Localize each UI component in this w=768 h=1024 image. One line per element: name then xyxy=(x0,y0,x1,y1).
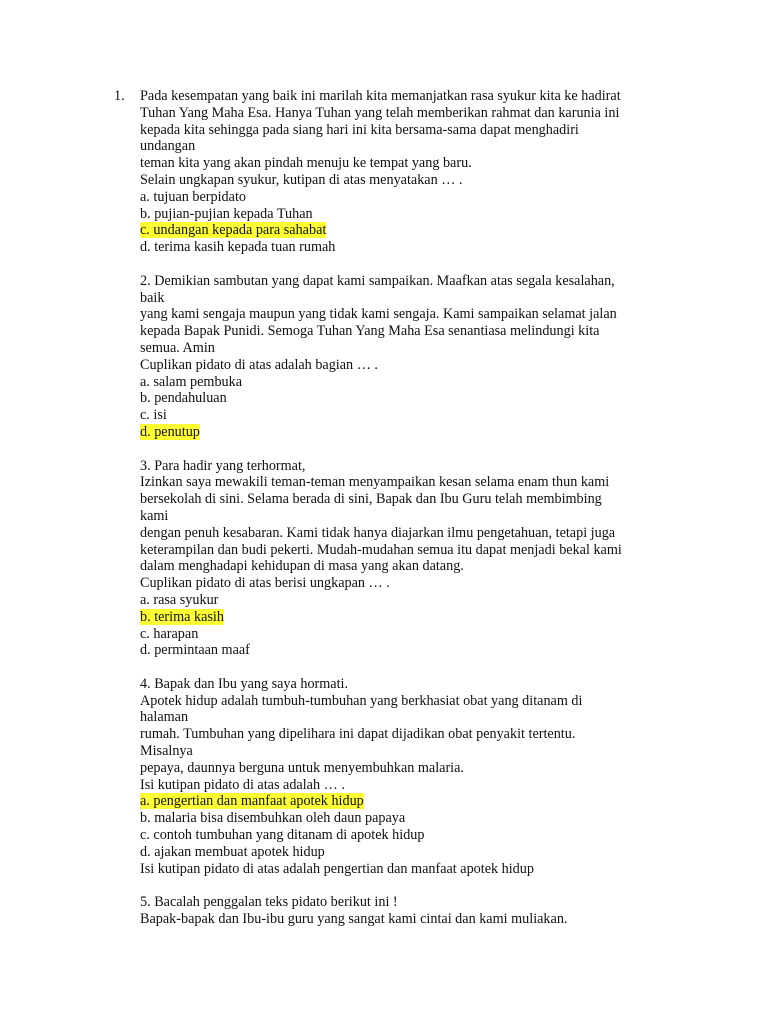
question-5-text: Bapak-bapak dan Ibu-ibu guru yang sangat kami cintai dan kami muliakan. xyxy=(140,911,568,928)
document-body xyxy=(140,88,700,928)
question-2-text: yang kami sengaja maupun yang tidak kami sengaja. Kami sampaikan selamat jalan xyxy=(140,306,617,323)
question-1 xyxy=(140,88,700,256)
question-4-text: halaman xyxy=(140,709,189,726)
question-4-option-d: d. ajakan membuat apotek hidup xyxy=(140,843,325,860)
question-5 xyxy=(140,894,700,928)
question-3-text: Cuplikan pidato di atas berisi ungkapan … . xyxy=(140,575,390,592)
question-2-text: semua. Amin xyxy=(140,339,215,356)
question-2-option-c: c. isi xyxy=(140,407,167,424)
question-4-text: Misalnya xyxy=(140,743,193,760)
question-1-text: undangan xyxy=(140,138,196,155)
question-1-text: Selain ungkapan syukur, kutipan di atas menyatakan … . xyxy=(140,171,463,188)
question-2-text: kepada Bapak Punidi. Semoga Tuhan Yang Maha Esa senantiasa melindungi kita xyxy=(140,323,600,340)
question-2-option-a: a. salam pembuka xyxy=(140,373,243,390)
question-3-text: dengan penuh kesabaran. Kami tidak hanya diajarkan ilmu pengetahuan, tetapi juga xyxy=(140,524,616,541)
question-4-answer-note: Isi kutipan pidato di atas adalah pengertian dan manfaat apotek hidup xyxy=(140,860,534,877)
question-4-text: 4. Bapak dan Ibu yang saya hormati. xyxy=(140,675,349,692)
question-4-option-b: b. malaria bisa disembuhkan oleh daun papaya xyxy=(140,810,406,827)
question-1-option-a: a. tujuan berpidato xyxy=(140,188,246,205)
question-4-option-c: c. contoh tumbuhan yang ditanam di apotek hidup xyxy=(140,827,425,844)
question-3-option-c: c. harapan xyxy=(140,625,199,642)
question-3-text: Izinkan saya mewakili teman-teman menyampaikan kesan selama enam thun kami xyxy=(140,474,610,491)
question-1-text: kepada kita sehingga pada siang hari ini kita bersama-sama dapat menghadiri xyxy=(140,121,579,138)
question-3-option-a: a. rasa syukur xyxy=(140,591,219,608)
question-4-option-a-highlighted: a. pengertian dan manfaat apotek hidup xyxy=(140,793,364,810)
question-4-text: pepaya, daunnya berguna untuk menyembuhkan malaria. xyxy=(140,759,464,776)
question-3-text: dalam menghadapi kehidupan di masa yang akan datang. xyxy=(140,558,464,575)
question-3 xyxy=(140,458,700,660)
question-1-text: Tuhan Yang Maha Esa. Hanya Tuhan yang telah memberikan rahmat dan karunia ini xyxy=(140,104,620,121)
question-3-text: kami xyxy=(140,507,169,524)
question-2-option-b: b. pendahuluan xyxy=(140,390,227,407)
question-1-option-d: d. terima kasih kepada tuan rumah xyxy=(140,239,336,256)
question-3-option-b-highlighted: b. terima kasih xyxy=(140,608,224,625)
question-4-text: rumah. Tumbuhan yang dipelihara ini dapat dijadikan obat penyakit tertentu. xyxy=(140,726,576,743)
question-2-text: 2. Demikian sambutan yang dapat kami sampaikan. Maafkan atas segala kesalahan, xyxy=(140,272,615,289)
question-1-text: teman kita yang akan pindah menuju ke tempat yang baru. xyxy=(140,155,472,172)
question-3-text: 3. Para hadir yang terhormat, xyxy=(140,457,306,474)
question-4-text: Apotek hidup adalah tumbuh-tumbuhan yang berkhasiat obat yang ditanam di xyxy=(140,692,583,709)
question-5-text: 5. Bacalah penggalan teks pidato berikut ini ! xyxy=(140,894,398,911)
question-3-text: bersekolah di sini. Selama berada di sini, Bapak dan Ibu Guru telah membimbing xyxy=(140,491,602,508)
question-3-text: keterampilan dan budi pekerti. Mudah-mudahan semua itu dapat menjadi bekal kami xyxy=(140,541,622,558)
question-4 xyxy=(140,676,700,878)
question-2-option-d-highlighted: d. penutup xyxy=(140,423,200,440)
question-3-option-d: d. permintaan maaf xyxy=(140,642,250,659)
question-2-text: Cuplikan pidato di atas adalah bagian … . xyxy=(140,356,378,373)
question-4-text: Isi kutipan pidato di atas adalah … . xyxy=(140,776,345,793)
question-1-option-c-highlighted: c. undangan kepada para sahabat xyxy=(140,222,327,239)
question-1-option-b: b. pujian-pujian kepada Tuhan xyxy=(140,205,313,222)
question-2-text: baik xyxy=(140,289,165,306)
question-1-number: 1. xyxy=(114,88,125,104)
question-1-text: Pada kesempatan yang baik ini marilah kita memanjatkan rasa syukur kita ke hadirat xyxy=(140,88,621,104)
question-2 xyxy=(140,273,700,441)
